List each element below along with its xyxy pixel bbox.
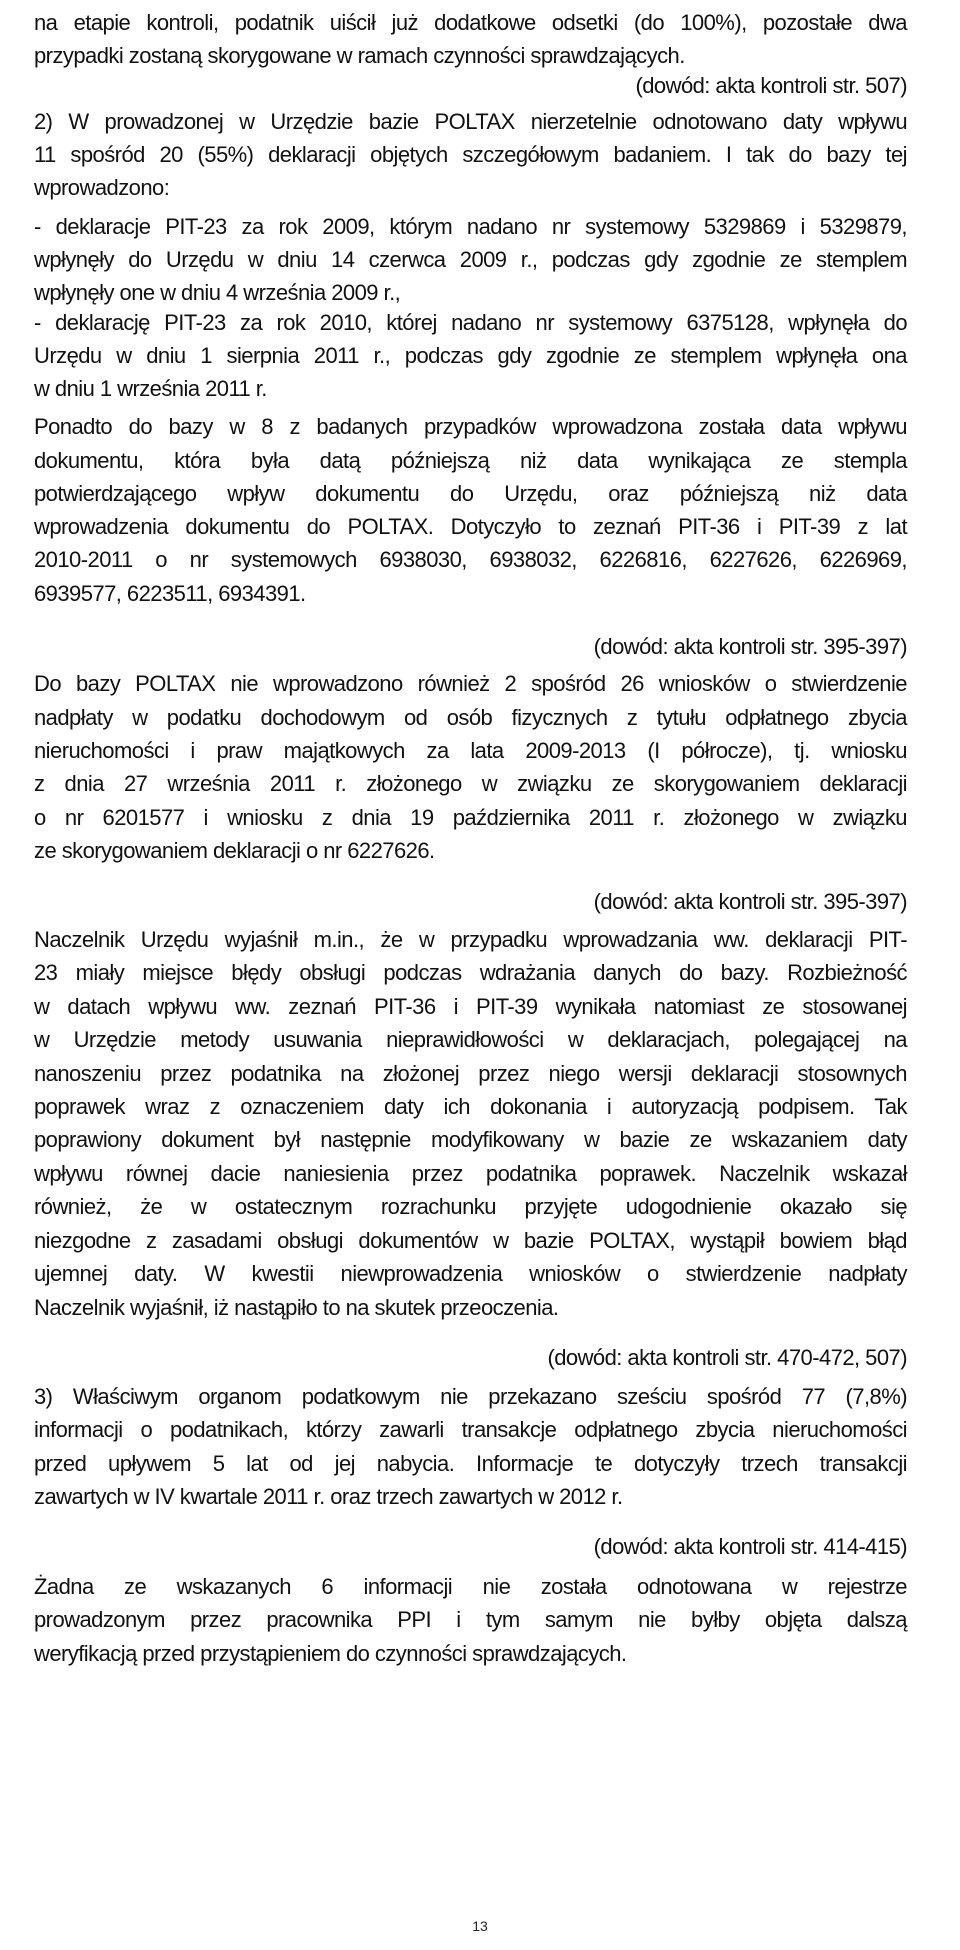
text-line: w datach wpływu ww. zeznań PIT-36 i PIT-39 wynikała natomiast ze stosowanej xyxy=(34,994,907,1019)
text-line: potwierdzającego wpływ dokumentu do Urzędu, oraz późniejszą niż data xyxy=(34,481,907,506)
text-line: poprawiony dokument był następnie modyfikowany w bazie ze wskazaniem daty xyxy=(34,1127,907,1152)
text-line: niezgodne z zasadami obsługi dokumentów w bazie POLTAX, wystąpił bowiem błąd xyxy=(34,1228,907,1253)
text-line: informacji o podatnikach, którzy zawarli transakcje odpłatnego zbycia nieruchomości xyxy=(34,1417,907,1442)
text-line: Żadna ze wskazanych 6 informacji nie została odnotowana w rejestrze xyxy=(34,1574,907,1599)
text-line: przed upływem 5 lat od jej nabycia. Informacje te dotyczyły trzech transakcji xyxy=(34,1451,907,1476)
text-line: przypadki zostaną skorygowane w ramach czynności sprawdzających. xyxy=(34,43,685,68)
text-line: poprawek wraz z oznaczeniem daty ich dokonania i autoryzacją podpisem. Tak xyxy=(34,1094,907,1119)
text-line: wpływu równej dacie naniesienia przez podatnika poprawek. Naczelnik wskazał xyxy=(34,1161,907,1186)
text-line: dokumentu, która była datą późniejszą niż data wynikająca ze stempla xyxy=(34,448,907,473)
text-line: wprowadzenia dokumentu do POLTAX. Dotyczyło to zeznań PIT-36 i PIT-39 z lat xyxy=(34,514,907,539)
text-line: (dowód: akta kontroli str. 395-397) xyxy=(593,634,907,659)
text-line: również, że w ostatecznym rozrachunku przyjęte udogodnienie okazało się xyxy=(34,1194,907,1219)
text-line: zawartych w IV kwartale 2011 r. oraz trzech zawartych w 2012 r. xyxy=(34,1484,623,1509)
text-line: na etapie kontroli, podatnik uiścił już dodatkowe odsetki (do 100%), pozostałe dwa xyxy=(34,10,907,35)
text-line: Urzędu w dniu 1 sierpnia 2011 r., podczas gdy zgodnie ze stemplem wpłynęła ona xyxy=(34,343,907,368)
text-line: Naczelnik wyjaśnił, iż nastąpiło to na skutek przeoczenia. xyxy=(34,1295,559,1320)
text-line: 23 miały miejsce błędy obsługi podczas wdrażania danych do bazy. Rozbieżność xyxy=(34,960,907,985)
text-line: nieruchomości i praw majątkowych za lata 2009-2013 (I półrocze), tj. wniosku xyxy=(34,738,907,763)
text-line: nanoszeniu przez podatnika na złożonej przez niego wersji deklaracji stosownych xyxy=(34,1061,907,1086)
text-line: ze skorygowaniem deklaracji o nr 6227626. xyxy=(34,838,435,863)
text-line: wpłynęły one w dniu 4 września 2009 r., xyxy=(34,280,401,305)
text-line: prowadzonym przez pracownika PPI i tym samym nie byłby objęta dalszą xyxy=(34,1607,907,1632)
text-line: 2010-2011 o nr systemowych 6938030, 6938032, 6226816, 6227626, 6226969, xyxy=(34,547,907,572)
text-line: 3) Właściwym organom podatkowym nie przekazano sześciu spośród 77 (7,8%) xyxy=(34,1384,907,1409)
text-line: 11 spośród 20 (55%) deklaracji objętych szczegółowym badaniem. I tak do bazy tej xyxy=(34,142,907,167)
page-number: 13 xyxy=(472,1918,488,1934)
text-line: wpłynęły do Urzędu w dniu 14 czerwca 2009 r., podczas gdy zgodnie ze stemplem xyxy=(34,247,907,272)
text-line: w Urzędzie metody usuwania nieprawidłowości w deklaracjach, polegającej na xyxy=(34,1027,907,1052)
text-line: weryfikacją przed przystąpieniem do czynności sprawdzających. xyxy=(34,1641,627,1666)
text-line: (dowód: akta kontroli str. 395-397) xyxy=(593,889,907,914)
text-line: Ponadto do bazy w 8 z badanych przypadków wprowadzona została data wpływu xyxy=(34,414,907,439)
text-line: Naczelnik Urzędu wyjaśnił m.in., że w przypadku wprowadzania ww. deklaracji PIT- xyxy=(34,927,907,952)
text-line: (dowód: akta kontroli str. 507) xyxy=(635,73,907,98)
text-line: wprowadzono: xyxy=(34,175,170,200)
text-line: - deklaracje PIT-23 za rok 2009, którym nadano nr systemowy 5329869 i 5329879, xyxy=(34,214,907,239)
text-line: Do bazy POLTAX nie wprowadzono również 2 spośród 26 wniosków o stwierdzenie xyxy=(34,671,907,696)
text-line: o nr 6201577 i wniosku z dnia 19 października 2011 r. złożonego w związku xyxy=(34,805,907,830)
text-line: - deklarację PIT-23 za rok 2010, której nadano nr systemowy 6375128, wpłynęła do xyxy=(34,310,907,335)
text-line: w dniu 1 września 2011 r. xyxy=(34,376,267,401)
text-line: 2) W prowadzonej w Urzędzie bazie POLTAX nierzetelnie odnotowano daty wpływu xyxy=(34,109,907,134)
text-line: 6939577, 6223511, 6934391. xyxy=(34,581,306,606)
text-line: nadpłaty w podatku dochodowym od osób fizycznych z tytułu odpłatnego zbycia xyxy=(34,705,907,730)
text-line: ujemnej daty. W kwestii niewprowadzenia wniosków o stwierdzenie nadpłaty xyxy=(34,1261,907,1286)
text-line: z dnia 27 września 2011 r. złożonego w związku ze skorygowaniem deklaracji xyxy=(34,771,907,796)
text-line: (dowód: akta kontroli str. 470-472, 507) xyxy=(547,1345,907,1370)
text-line: (dowód: akta kontroli str. 414-415) xyxy=(593,1534,907,1559)
